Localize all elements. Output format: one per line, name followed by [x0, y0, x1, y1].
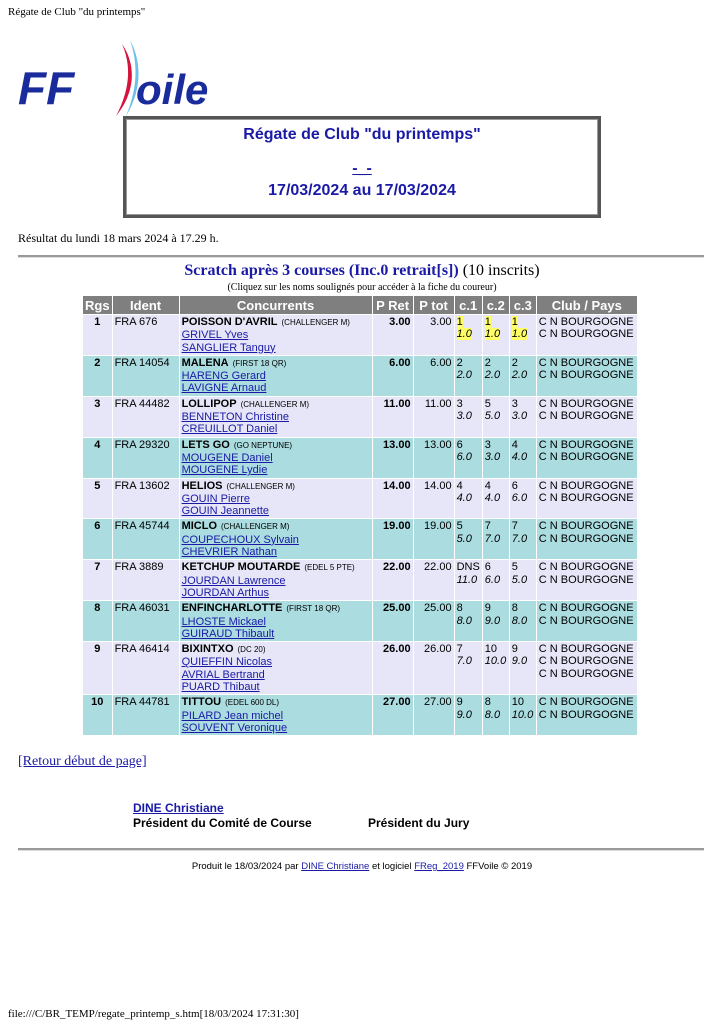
points-retained-cell: 19.00	[373, 519, 413, 559]
table-row	[83, 438, 637, 478]
race-points-value: 1.0	[484, 328, 501, 341]
points-total-cell: 22.00	[414, 560, 454, 600]
race-points-value: 2.0	[484, 369, 501, 382]
race-c3-cell	[510, 642, 536, 694]
points-retained-cell: 14.00	[373, 479, 413, 519]
race-points-value: 4.0	[511, 450, 528, 463]
points-total-cell: 25.00	[414, 601, 454, 641]
race-place: 6	[511, 479, 518, 492]
race-place: 5	[484, 397, 491, 410]
race-c1-cell	[455, 315, 482, 355]
boat-name: BIXINTXO	[181, 643, 234, 656]
club-name: C N BOURGOGNE	[538, 316, 634, 328]
competitors-cell	[180, 315, 372, 355]
race-c3-cell	[510, 397, 536, 437]
column-header: c.1	[455, 296, 482, 314]
race-points	[457, 410, 480, 422]
club-cell	[537, 560, 637, 600]
rank-cell: 3	[83, 397, 112, 437]
column-header: c.2	[483, 296, 509, 314]
section-title-main: Scratch après 3 courses (Inc.0 retrait[s])	[184, 262, 459, 279]
club-name: C N BOURGOGNE	[538, 696, 634, 709]
race-place-value: 1	[511, 316, 518, 328]
club-name: C N BOURGOGNE	[538, 614, 634, 627]
rank-cell: 10	[83, 695, 112, 735]
boat-type: (FIRST 18 QR)	[232, 358, 287, 368]
back-to-top-link[interactable]: [Retour début de page]	[18, 754, 147, 769]
race-c1-cell	[455, 397, 482, 437]
club-name: C N BOURGOGNE	[538, 667, 634, 680]
race-place: 6	[456, 438, 463, 451]
race-place: 3	[511, 397, 518, 410]
sail-number-cell: FRA 44482	[113, 397, 179, 437]
race-points-value: 7.0	[456, 655, 472, 668]
sailor-link[interactable]: CHEVRIER Nathan	[181, 546, 277, 559]
sail-number-cell: FRA 14054	[113, 356, 179, 396]
competitors-cell	[180, 479, 372, 519]
print-footer-path: file:///C/BR_TEMP/regate_printemp_s.htm[18/03/2024 17:31:30]	[8, 1008, 299, 1020]
table-row	[83, 560, 637, 600]
divider	[18, 255, 704, 258]
rank-cell: 2	[83, 356, 112, 396]
points-retained-cell: 3.00	[373, 315, 413, 355]
race-place: 2	[511, 356, 518, 369]
sail-number-cell: FRA 3889	[113, 560, 179, 600]
competitors-cell	[180, 356, 372, 396]
sailor-link[interactable]: PILARD Jean michel	[181, 709, 284, 722]
race-c2-cell	[483, 479, 509, 519]
race-place	[457, 316, 480, 328]
race-points-value: 4.0	[456, 491, 472, 504]
sailor-link[interactable]: JOURDAN Arthus	[181, 586, 269, 599]
race-points-value: 9.0	[456, 708, 472, 721]
race-points-value: 7.0	[484, 532, 501, 545]
race-place: 5	[511, 561, 518, 574]
race-points	[512, 574, 534, 586]
club-name: C N BOURGOGNE	[538, 479, 634, 492]
rank-cell: 6	[83, 519, 112, 559]
svg-text:oile: oile	[136, 66, 208, 113]
boat-type: (CHALLENGER M)	[226, 481, 295, 491]
race-c1-cell	[455, 519, 482, 559]
race-points	[512, 655, 534, 667]
event-title: Régate de Club "du printemps"	[243, 126, 481, 143]
points-retained-cell: 13.00	[373, 438, 413, 478]
race-points	[485, 615, 507, 627]
table-row	[83, 695, 637, 735]
club-name: C N BOURGOGNE	[538, 643, 634, 656]
race-place: 9	[484, 602, 491, 615]
sailor-link[interactable]: GOUIN Pierre	[181, 492, 251, 505]
race-c2-cell	[483, 315, 509, 355]
rank-cell: 4	[83, 438, 112, 478]
points-total-cell: 26.00	[414, 642, 454, 694]
boat-type: (CHALLENGER M)	[281, 318, 350, 327]
race-c3-cell	[510, 438, 536, 478]
race-place: 8	[511, 602, 518, 615]
column-header: P tot	[414, 296, 454, 314]
race-place: 4	[484, 479, 491, 492]
event-title-box	[123, 116, 601, 218]
race-points-value: 8.0	[484, 708, 501, 721]
race-points-value: 5.0	[456, 532, 472, 545]
club-name: C N BOURGOGNE	[538, 573, 634, 586]
print-header-title: Régate de Club "du printemps"	[8, 6, 146, 18]
race-points-value: 1.0	[511, 328, 528, 341]
points-total-cell: 27.00	[414, 695, 454, 735]
race-points-value: 7.0	[511, 532, 528, 545]
sail-number-cell: FRA 29320	[113, 438, 179, 478]
race-points	[457, 369, 480, 381]
sail-number-cell: FRA 44781	[113, 695, 179, 735]
race-points	[485, 709, 507, 721]
boat-type: (CHALLENGER M)	[240, 399, 310, 409]
club-cell	[537, 519, 637, 559]
race-points-value: 10.0	[511, 708, 534, 721]
race-points	[485, 492, 507, 504]
produced-suffix: FFVoile © 2019	[466, 861, 533, 872]
points-retained-cell: 6.00	[373, 356, 413, 396]
competitors-cell	[180, 601, 372, 641]
race-c1-cell	[455, 560, 482, 600]
race-points	[457, 533, 480, 545]
boat-type: (FIRST 18 QR)	[286, 604, 341, 614]
race-points-value: 9.0	[511, 655, 528, 668]
race-points	[485, 369, 507, 381]
boat-type: (CHALLENGER M)	[221, 522, 290, 532]
boat-type: (EDEL 600 DL)	[225, 698, 280, 708]
competitors-cell	[180, 695, 372, 735]
sailor-link[interactable]: HARENG Gerard	[181, 370, 266, 383]
event-subtitle: -_-	[352, 160, 372, 177]
race-place: 2	[456, 356, 463, 369]
sailor-link[interactable]: CREUILLOT Daniel	[181, 423, 278, 436]
president-name-link[interactable]: DINE Christiane	[133, 801, 224, 815]
boat-name: MICLO	[181, 520, 218, 533]
table-row	[83, 642, 637, 694]
points-total-cell: 14.00	[414, 479, 454, 519]
column-header: Concurrents	[180, 296, 372, 314]
points-total-cell: 11.00	[414, 397, 454, 437]
table-row	[83, 601, 637, 641]
rank-cell: 8	[83, 601, 112, 641]
produced-prefix: Produit le 18/03/2024 par	[191, 861, 299, 872]
race-place: 2	[484, 356, 491, 369]
sailor-link[interactable]: JOURDAN Lawrence	[181, 574, 286, 587]
competitors-cell	[180, 560, 372, 600]
race-points-value: 11.0	[456, 573, 478, 586]
race-points	[457, 574, 480, 586]
race-place: 7	[511, 520, 518, 533]
race-points-value: 3.0	[511, 410, 528, 423]
competitors-cell	[180, 438, 372, 478]
race-place: 8	[484, 696, 491, 709]
points-total-cell: 6.00	[414, 356, 454, 396]
table-row	[83, 479, 637, 519]
sailor-link[interactable]: COUPECHOUX Sylvain	[181, 533, 299, 546]
sailor-link[interactable]: LHOSTE Mickael	[181, 615, 266, 628]
boat-name: MALENA	[181, 356, 229, 369]
race-place: 3	[484, 438, 491, 451]
race-points	[512, 451, 534, 463]
race-place: 7	[456, 643, 463, 656]
race-points	[512, 410, 534, 422]
club-cell	[537, 642, 637, 694]
race-points-value: 6.0	[456, 450, 472, 463]
sailor-link[interactable]: GUIRAUD Thibault	[181, 627, 275, 640]
section-title	[0, 262, 724, 280]
club-name: C N BOURGOGNE	[538, 397, 634, 410]
race-points-value: 5.0	[511, 573, 528, 586]
author-link[interactable]: DINE Christiane	[301, 861, 370, 872]
race-place: 4	[456, 479, 463, 492]
race-place: DNS	[456, 561, 480, 574]
sail-number-cell: FRA 13602	[113, 479, 179, 519]
divider	[18, 848, 704, 851]
race-points	[457, 451, 480, 463]
sailor-link[interactable]: LAVIGNE Arnaud	[181, 382, 267, 395]
boat-type: (DC 20)	[237, 645, 266, 655]
race-place: 9	[456, 696, 463, 709]
race-points	[457, 328, 480, 340]
rank-cell: 1	[83, 315, 112, 355]
boat-type: (EDEL 5 PTE)	[304, 563, 355, 573]
race-points-value: 3.0	[484, 450, 501, 463]
club-name: C N BOURGOGNE	[538, 491, 634, 504]
points-total-cell: 13.00	[414, 438, 454, 478]
race-points-value: 10.0	[484, 655, 507, 668]
race-c2-cell	[483, 438, 509, 478]
race-points-value: 9.0	[484, 614, 501, 627]
race-points	[457, 615, 480, 627]
software-link[interactable]: FReg_2019	[414, 861, 464, 872]
race-points	[512, 328, 534, 340]
club-name: C N BOURGOGNE	[538, 410, 634, 423]
results-table	[82, 295, 638, 736]
sailor-link[interactable]: SANGLIER Tanguy	[181, 341, 276, 354]
boat-name: KETCHUP MOUTARDE	[181, 561, 301, 574]
race-place: 7	[484, 520, 491, 533]
club-cell	[537, 438, 637, 478]
race-c2-cell	[483, 356, 509, 396]
table-row	[83, 315, 637, 355]
race-place	[512, 316, 534, 328]
race-c1-cell	[455, 601, 482, 641]
club-name: C N BOURGOGNE	[538, 450, 634, 463]
club-cell	[537, 601, 637, 641]
sailor-link[interactable]: SOUVENT Veronique	[181, 721, 288, 734]
race-points	[485, 410, 507, 422]
race-points	[512, 492, 534, 504]
competitors-cell	[180, 519, 372, 559]
points-retained-cell: 27.00	[373, 695, 413, 735]
race-c3-cell	[510, 601, 536, 641]
race-points-value: 6.0	[511, 491, 528, 504]
boat-name: ENFINCHARLOTTE	[181, 602, 283, 615]
sailor-link[interactable]: MOUGENE Lydie	[181, 464, 268, 477]
race-points-value: 4.0	[484, 491, 501, 504]
produced-middle: et logiciel	[371, 861, 412, 872]
competitors-cell	[180, 397, 372, 437]
result-timestamp: Résultat du lundi 18 mars 2024 à 17.29 h.	[18, 231, 219, 245]
race-points	[485, 533, 507, 545]
sailor-link[interactable]: GRIVEL Yves	[181, 329, 249, 342]
column-header: Ident	[113, 296, 179, 314]
race-points-value: 8.0	[456, 614, 472, 627]
race-c1-cell	[455, 438, 482, 478]
race-place: 10	[484, 643, 498, 656]
points-retained-cell: 25.00	[373, 601, 413, 641]
boat-name: HELIOS	[181, 479, 223, 492]
race-c3-cell	[510, 695, 536, 735]
boat-name: POISSON D'AVRIL	[181, 316, 278, 328]
race-c1-cell	[455, 356, 482, 396]
race-place: 10	[511, 696, 525, 709]
race-points-value: 1.0	[456, 328, 472, 341]
column-header: Club / Pays	[537, 296, 637, 314]
race-place: 3	[456, 397, 463, 410]
club-name: C N BOURGOGNE	[538, 602, 634, 615]
club-cell	[537, 695, 637, 735]
sailor-link[interactable]: PUARD Thibaut	[181, 681, 260, 694]
competitors-cell	[180, 642, 372, 694]
race-c1-cell	[455, 642, 482, 694]
race-place: 8	[456, 602, 463, 615]
club-name: C N BOURGOGNE	[538, 655, 634, 668]
race-c2-cell	[483, 642, 509, 694]
race-c3-cell	[510, 560, 536, 600]
column-header: P Ret	[373, 296, 413, 314]
race-c3-cell	[510, 315, 536, 355]
sail-number-cell: FRA 46414	[113, 642, 179, 694]
sailor-link[interactable]: QUIEFFIN Nicolas	[181, 656, 273, 669]
club-name: C N BOURGOGNE	[538, 369, 634, 382]
club-cell	[537, 397, 637, 437]
race-place	[485, 316, 507, 328]
club-name: C N BOURGOGNE	[538, 520, 634, 533]
club-cell	[537, 356, 637, 396]
section-count: (10 inscrits)	[462, 262, 540, 279]
sailor-link[interactable]: GOUIN Jeannette	[181, 505, 269, 518]
race-points-value: 2.0	[511, 369, 528, 382]
points-retained-cell: 11.00	[373, 397, 413, 437]
ffvoile-logo	[18, 36, 208, 120]
produced-by-line	[0, 861, 724, 872]
club-name: C N BOURGOGNE	[538, 438, 634, 451]
club-name: C N BOURGOGNE	[538, 356, 634, 369]
race-points-value: 2.0	[456, 369, 472, 382]
race-points	[485, 655, 507, 667]
sailor-link[interactable]: BENNETON Christine	[181, 411, 289, 424]
race-c3-cell	[510, 356, 536, 396]
points-total-cell: 19.00	[414, 519, 454, 559]
race-points-value: 6.0	[484, 573, 501, 586]
sail-number-cell: FRA 45744	[113, 519, 179, 559]
race-points	[512, 615, 534, 627]
points-retained-cell: 22.00	[373, 560, 413, 600]
jury-president-role: Président du Jury	[368, 816, 470, 830]
results-header-row	[83, 296, 637, 314]
race-points	[512, 369, 534, 381]
race-place: 9	[511, 643, 518, 656]
table-row	[83, 356, 637, 396]
race-points-value: 8.0	[511, 614, 528, 627]
race-points	[457, 709, 480, 721]
table-row	[83, 397, 637, 437]
race-c3-cell	[510, 479, 536, 519]
race-c1-cell	[455, 695, 482, 735]
event-dates: 17/03/2024 au 17/03/2024	[268, 182, 456, 199]
column-header: c.3	[510, 296, 536, 314]
sailor-link[interactable]: AVRIAL Bertrand	[181, 668, 265, 681]
race-place: 6	[484, 561, 491, 574]
race-place: 5	[456, 520, 463, 533]
boat-name: LETS GO	[181, 438, 230, 451]
race-c2-cell	[483, 601, 509, 641]
race-c2-cell	[483, 560, 509, 600]
race-points	[485, 328, 507, 340]
race-points-value: 5.0	[484, 410, 501, 423]
race-points	[457, 492, 480, 504]
race-place-value: 1	[484, 316, 491, 328]
race-c1-cell	[455, 479, 482, 519]
club-cell	[537, 315, 637, 355]
club-name: C N BOURGOGNE	[538, 328, 634, 341]
section-subtitle: (Cliquez sur les noms soulignés pour accéder à la fiche du coureur)	[227, 282, 497, 293]
points-total-cell: 3.00	[414, 315, 454, 355]
race-c2-cell	[483, 695, 509, 735]
boat-name: TITTOU	[181, 696, 222, 709]
race-place: 4	[511, 438, 518, 451]
club-name: C N BOURGOGNE	[538, 708, 634, 721]
race-points	[457, 655, 480, 667]
race-c3-cell	[510, 519, 536, 559]
club-name: C N BOURGOGNE	[538, 561, 634, 574]
race-points	[512, 709, 534, 721]
race-points	[512, 533, 534, 545]
race-points	[485, 451, 507, 463]
race-points	[485, 574, 507, 586]
race-c2-cell	[483, 519, 509, 559]
points-retained-cell: 26.00	[373, 642, 413, 694]
svg-text:FF: FF	[18, 62, 75, 114]
rank-cell: 5	[83, 479, 112, 519]
rank-cell: 9	[83, 642, 112, 694]
course-president-role: Président du Comité de Course	[133, 816, 312, 830]
club-name: C N BOURGOGNE	[538, 532, 634, 545]
sailor-link[interactable]: MOUGENE Daniel	[181, 451, 273, 464]
sail-number-cell: FRA 676	[113, 315, 179, 355]
race-place-value: 1	[456, 316, 463, 328]
rank-cell: 7	[83, 560, 112, 600]
race-points-value: 3.0	[456, 410, 472, 423]
race-c2-cell	[483, 397, 509, 437]
table-row	[83, 519, 637, 559]
boat-name: LOLLIPOP	[181, 397, 237, 410]
column-header: Rgs	[85, 297, 110, 313]
sail-number-cell: FRA 46031	[113, 601, 179, 641]
boat-type: (GO NEPTUNE)	[233, 440, 293, 450]
club-cell	[537, 479, 637, 519]
